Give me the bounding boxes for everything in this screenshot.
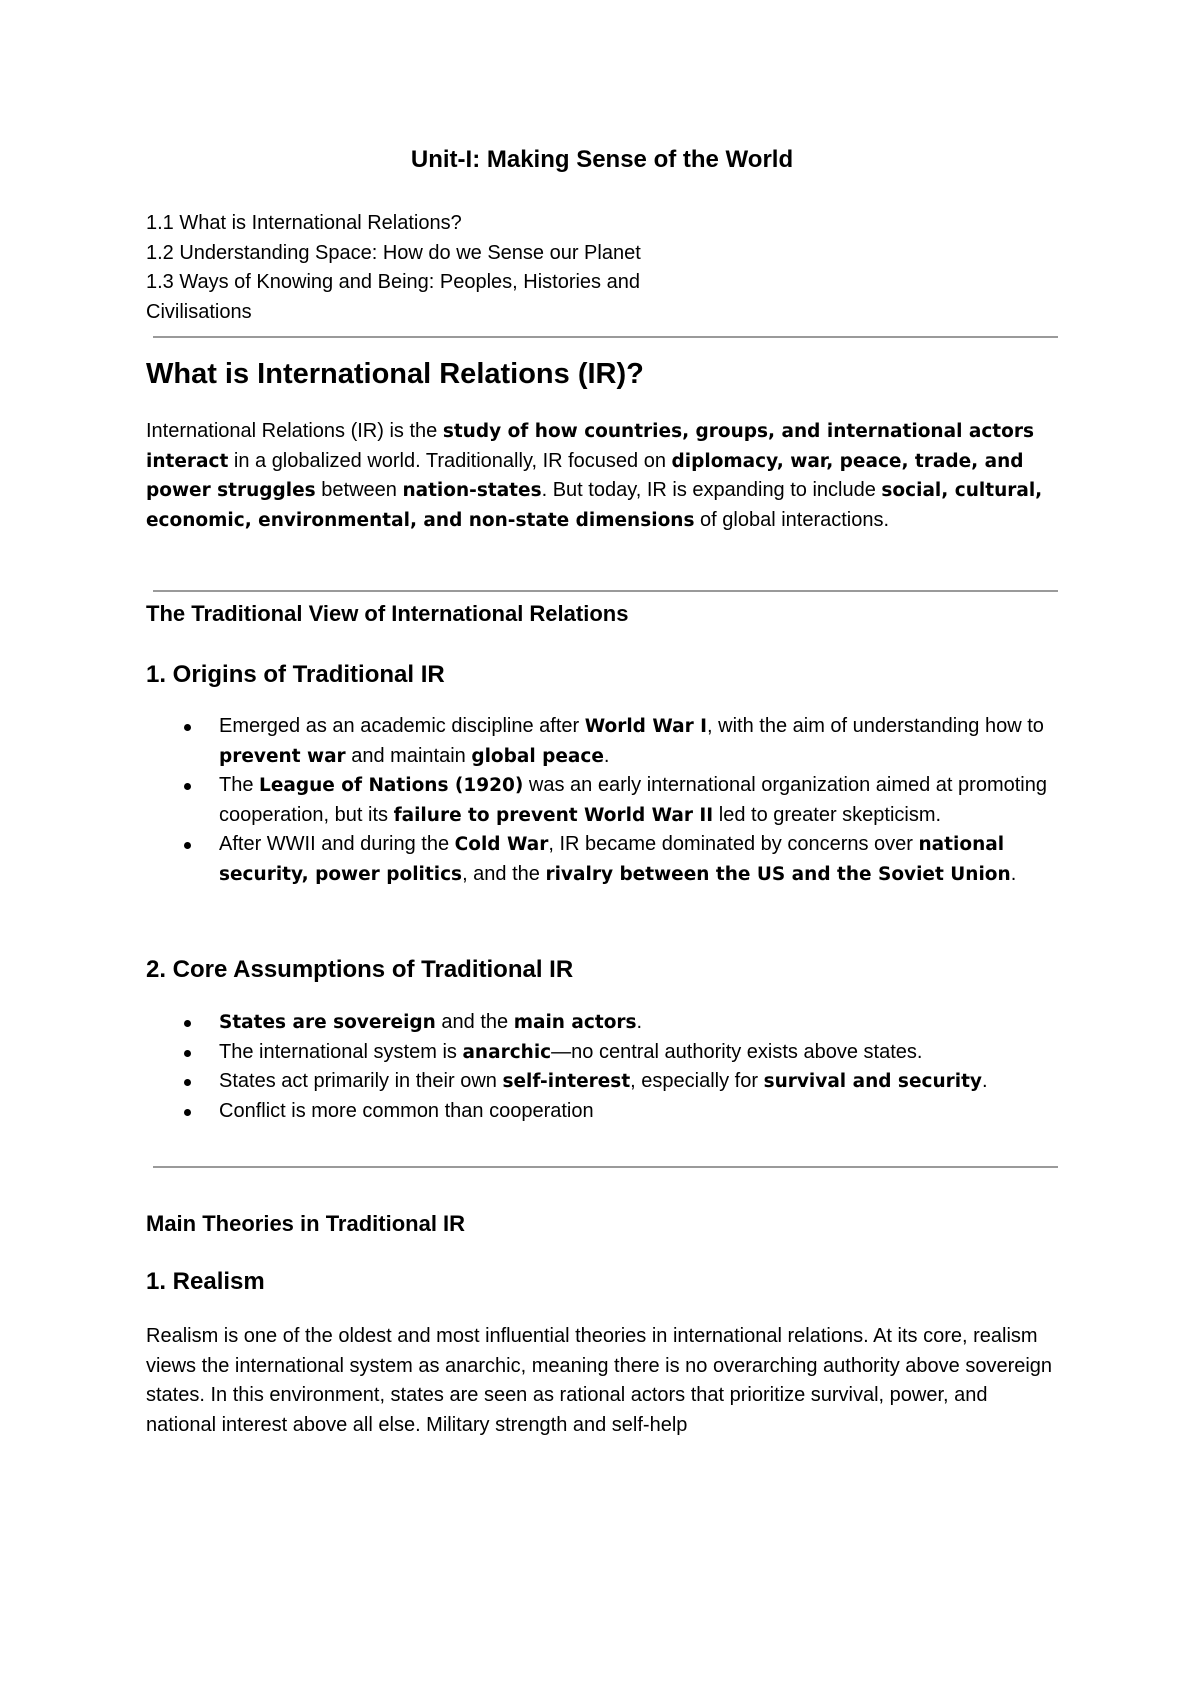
list-item: The League of Nations (1920) was an early international organization aimed at promoting cooperation, but its failure to prevent World War II led to greater skepticism.: [146, 771, 1058, 830]
horizontal-rule: [153, 336, 1058, 338]
bullet-icon: [184, 1020, 191, 1027]
list-item: After WWII and during the Cold War, IR became dominated by concerns over national security, power politics, and the rivalry between the US and the Soviet Union.: [146, 830, 1058, 889]
bullet-icon: [184, 783, 191, 790]
list-item: States are sovereign and the main actors.: [146, 1008, 1058, 1038]
traditional-view-heading: The Traditional View of International Relations: [146, 601, 629, 626]
section-heading-ir: What is International Relations (IR)?: [146, 358, 644, 390]
assumptions-list: [146, 1008, 1058, 1126]
toc-item: 1.2 Understanding Space: How do we Sense our Planet: [146, 241, 641, 264]
horizontal-rule: [153, 1166, 1058, 1168]
bullet-icon: [184, 1109, 191, 1116]
bullet-icon: [184, 724, 191, 731]
core-assumptions-heading: 2. Core Assumptions of Traditional IR: [146, 956, 574, 983]
list-item: Conflict is more common than cooperation: [146, 1097, 1058, 1127]
realism-heading: 1. Realism: [146, 1268, 265, 1295]
document-title: Unit-I: Making Sense of the World: [410, 146, 794, 173]
list-item: Emerged as an academic discipline after World War I, with the aim of understanding how to prevent war and maintain global peace.: [146, 712, 1058, 771]
ir-definition-paragraph: International Relations (IR) is the study of how countries, groups, and international actors interact in a globalized world. Traditionally, IR focused on diplomacy, war, peace, trade, and power struggles between nation-states. But today, IR is expanding to include social, cultural, economic, environmental, and non-state dimensions of global interactions.: [146, 420, 1043, 531]
bullet-icon: [184, 1079, 191, 1086]
toc-item: 1.1 What is International Relations?: [146, 212, 462, 234]
list-item: The international system is anarchic—no central authority exists above states.: [146, 1038, 1058, 1068]
bullet-icon: [184, 1050, 191, 1057]
realism-paragraph: Realism is one of the oldest and most influential theories in international relations. At its core, realism views the international system as anarchic, meaning there is no overarching authority above sovereign states. In this environment, states are seen as rational actors that prioritize survival, power, and national interest above all else. Military strength and self-help: [146, 1325, 1053, 1436]
origins-list: [146, 712, 1058, 889]
table-of-contents: [146, 209, 846, 327]
list-item: States act primarily in their own self-interest, especially for survival and security.: [146, 1067, 1058, 1097]
origins-heading: 1. Origins of Traditional IR: [146, 661, 445, 688]
toc-item: Civilisations: [146, 300, 252, 323]
bullet-icon: [184, 842, 191, 849]
toc-item: 1.3 Ways of Knowing and Being: Peoples, Histories and: [146, 271, 640, 293]
horizontal-rule: [153, 590, 1058, 592]
main-theories-heading: Main Theories in Traditional IR: [146, 1211, 466, 1236]
